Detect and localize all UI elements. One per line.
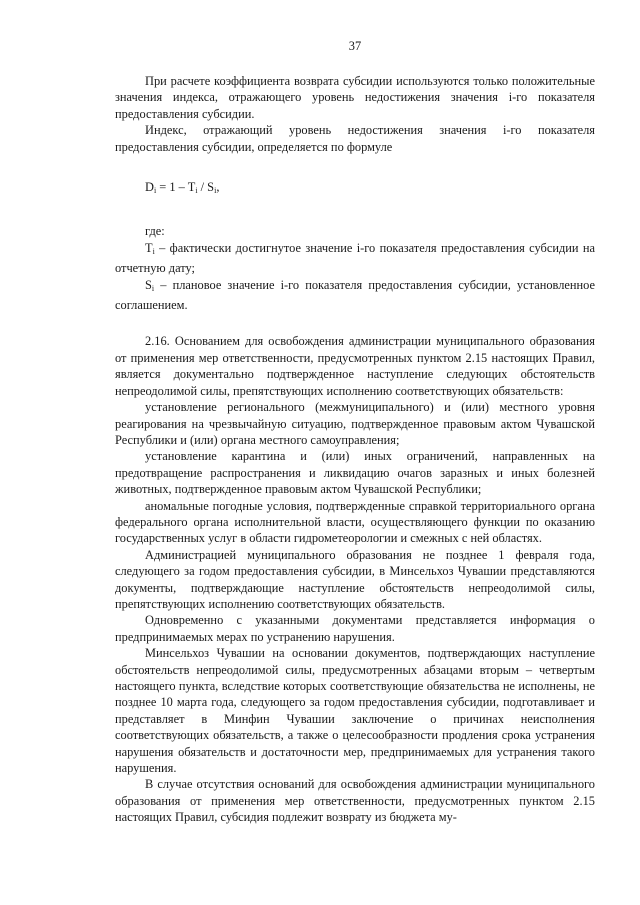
paragraph: В случае отсутствия оснований для освобождения администрации муниципального образования от применения мер ответственности, предусмотренных пунктом 2.15 настоящих Правил, субсидия подлежит возврату из бюджета му- xyxy=(115,777,595,825)
paragraph: При расчете коэффициента возврата субсидии используются только положительные значения индекса, отражающего уровень недостижения значения i-го показателя предоставления субсидии. xyxy=(115,74,595,121)
paragraph: Одновременно с указанными документами представляется информация о предпринимаемых мерах по устранению нарушения. xyxy=(115,613,595,644)
formula-part: D xyxy=(145,180,154,195)
formula-part: / S xyxy=(197,180,215,195)
definition-text: – плановое значение i-го показателя предоставления субсидии, установленное соглашением. xyxy=(115,277,595,313)
document-body xyxy=(115,73,595,826)
paragraph: Администрацией муниципального образования не позднее 1 февраля года, следующего за годом предоставления субсидии, в Минсельхоз Чувашии представляются документы, подтверждающие наступление обстоятельств непреодолимой силы, препятствующих исполнению соответствующих обязательств. xyxy=(115,547,595,611)
formula-subscript: i xyxy=(153,186,157,196)
where-label: где: xyxy=(145,224,165,239)
definition-subscript: i xyxy=(152,246,155,256)
definition xyxy=(115,277,595,314)
definition-symbol: S xyxy=(145,277,152,292)
formula xyxy=(115,179,595,199)
definition xyxy=(115,240,595,277)
paragraph: аномальные погодные условия, подтвержденные справкой территориального органа федерального органа исполнительной власти, осуществляющего функции по оказанию государственных услуг в области гидрометеорологии и смежных с ней областях. xyxy=(115,498,595,546)
paragraph: Минсельхоз Чувашии на основании документов, подтверждающих наступление обстоятельств непреодолимой силы, предусмотренных абзацами вторым – четвертым настоящего пункта, вследствие которых соответствующие обязательства не исполнены, не позднее 10 марта года, следующего за годом предоставления субсидии, подготавливает и представляет в Минфин Чувашии заключение о причинах неисполнения соответствующих обязательств, а также о целесообразности продления срока устранения нарушения обязательств и достаточности мер, предпринимаемых для устранения такого нарушения. xyxy=(115,646,595,776)
paragraph: установление регионального (межмуниципального) и (или) местного уровня реагирования на чрезвычайную ситуацию, подтвержденное правовым актом Чувашской Республики и (или) органа местного самоуправления; xyxy=(115,400,595,447)
formula-part: , xyxy=(216,180,220,195)
page-number: 37 xyxy=(348,39,362,53)
paragraph: 2.16. Основанием для освобождения администрации муниципального образования от применения мер ответственности, предусмотренных пунктом 2.15 настоящих Правил, является документально подтвержденное наступление следующих обстоятельств непреодолимой силы, препятствующих исполнению соответствующих обязательств: xyxy=(115,334,595,398)
formula-part: = 1 – T xyxy=(156,180,196,195)
paragraph: установление карантина и (или) иных ограничений, направленных на предотвращение распространения и ликвидацию очагов заразных и иных болезней животных, подтвержденное правовым актом Чувашской Республики; xyxy=(115,449,595,497)
formula-subscript: i xyxy=(214,186,217,196)
definition-text: – фактически достигнутое значение i-го показателя предоставления субсидии на отчетную дату; xyxy=(115,240,595,276)
definition-symbol: T xyxy=(145,240,153,255)
definition-subscript: i xyxy=(151,283,155,293)
paragraph: Индекс, отражающий уровень недостижения значения i-го показателя предоставления субсидии, определяется по формуле xyxy=(115,123,595,154)
formula-subscript: i xyxy=(195,186,198,196)
